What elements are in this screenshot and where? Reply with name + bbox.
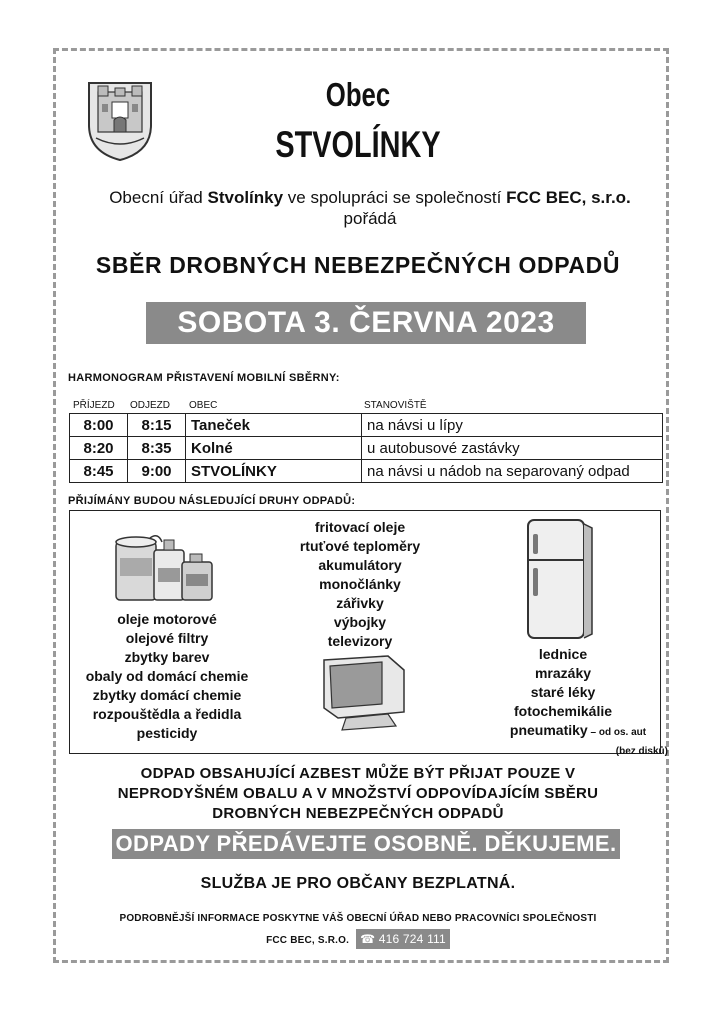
title-village-name: STVOLÍNKY bbox=[275, 124, 441, 165]
chemicals-icon bbox=[110, 528, 218, 604]
schedule-table bbox=[69, 413, 663, 483]
location-cell: na návsi u lípy bbox=[362, 414, 663, 437]
location-cell: u autobusové zastávky bbox=[362, 437, 663, 460]
schedule-heading: HARMONOGRAM PŘISTAVENÍ MOBILNÍ SBĚRNY: bbox=[68, 372, 340, 384]
list-item: mrazáky bbox=[534, 665, 592, 681]
footer-info: PODROBNĚJŠÍ INFORMACE POSKYTNE VÁŠ OBECNÍ ÚŘAD NEBO PRACOVNÍCI SPOLEČNOSTI FCC BEC, S.R.O. ☎ 416 724 111 bbox=[0, 909, 716, 951]
list-item: rtuťové teploměry bbox=[299, 538, 421, 554]
column-header-departure: ODJEZD bbox=[130, 400, 170, 411]
arrival-cell: 8:20 bbox=[70, 437, 128, 460]
list-item: staré léky bbox=[530, 684, 596, 700]
list-item: rozpouštědla a ředidla bbox=[92, 706, 242, 722]
free-service-notice: SLUŽBA JE PRO OBČANY BEZPLATNÁ. bbox=[200, 875, 516, 892]
list-item-note: (bez disků) bbox=[615, 746, 668, 757]
waste-list-right bbox=[468, 645, 668, 761]
personal-handover-banner: ODPADY PŘEDÁVEJTE OSOBNĚ. DĚKUJEME. bbox=[112, 829, 620, 859]
list-item: zbytky domácí chemie bbox=[92, 687, 242, 703]
column-header-village: OBEC bbox=[189, 400, 218, 411]
table-row bbox=[70, 414, 663, 437]
village-cell: Taneček bbox=[186, 414, 362, 437]
location-cell: na návsi u nádob na separovaný odpad bbox=[362, 460, 663, 483]
list-item: lednice bbox=[538, 646, 588, 662]
column-header-arrival: PŘÍJEZD bbox=[73, 400, 115, 411]
list-item: pneumatiky – od os. aut bbox=[509, 722, 647, 738]
list-item: televizory bbox=[327, 633, 393, 649]
list-item: oleje motorové bbox=[117, 611, 217, 627]
title-obec: Obec bbox=[325, 76, 391, 113]
village-cell: Kolné bbox=[186, 437, 362, 460]
list-item: monočlánky bbox=[319, 576, 401, 592]
arrival-cell: 8:00 bbox=[70, 414, 128, 437]
waste-list-left bbox=[72, 610, 262, 743]
list-item: obaly od domácí chemie bbox=[85, 668, 249, 684]
list-item: výbojky bbox=[333, 614, 387, 630]
list-item: fotochemikálie bbox=[513, 703, 613, 719]
departure-cell: 8:15 bbox=[128, 414, 186, 437]
list-item: zbytky barev bbox=[124, 649, 210, 665]
arrival-cell: 8:45 bbox=[70, 460, 128, 483]
asbestos-notice: ODPAD OBSAHUJÍCÍ AZBEST MŮŽE BÝT PŘIJAT POUZE V NEPRODYŠNÉM OBALU A V MNOŽSTVÍ ODPOVÍDAJÍCÍM SBĚRU DROBNÝCH NEBEZPEČNÝCH ODPADŮ bbox=[117, 765, 599, 822]
event-date-banner: SOBOTA 3. ČERVNA 2023 bbox=[146, 302, 586, 344]
phone-icon: ☎ bbox=[360, 932, 376, 946]
table-row bbox=[70, 437, 663, 460]
fridge-icon bbox=[522, 516, 598, 642]
company-name: FCC BEC, S.R.O. bbox=[266, 935, 350, 946]
column-header-location: STANOVIŠTĚ bbox=[364, 400, 427, 411]
table-row bbox=[70, 460, 663, 483]
list-item: olejové filtry bbox=[125, 630, 209, 646]
waste-list-middle bbox=[265, 518, 455, 651]
departure-cell: 8:35 bbox=[128, 437, 186, 460]
list-item: pesticidy bbox=[136, 725, 198, 741]
list-item: akumulátory bbox=[318, 557, 402, 573]
accepted-waste-heading: PŘIJÍMÁNY BUDOU NÁSLEDUJÍCÍ DRUHY ODPADŮ: bbox=[68, 495, 356, 507]
village-cell: STVOLÍNKY bbox=[186, 460, 362, 483]
phone-badge: ☎ 416 724 111 bbox=[356, 929, 450, 949]
event-title: SBĚR DROBNÝCH NEBEZPEČNÝCH ODPADŮ bbox=[95, 252, 621, 278]
list-item: zářivky bbox=[336, 595, 384, 611]
departure-cell: 9:00 bbox=[128, 460, 186, 483]
organizer-text: Obecní úřad Stvolínky ve spolupráci se společností FCC BEC, s.r.o. pořádá bbox=[109, 188, 631, 228]
list-item: fritovací oleje bbox=[314, 519, 406, 535]
monitor-icon bbox=[318, 652, 410, 734]
